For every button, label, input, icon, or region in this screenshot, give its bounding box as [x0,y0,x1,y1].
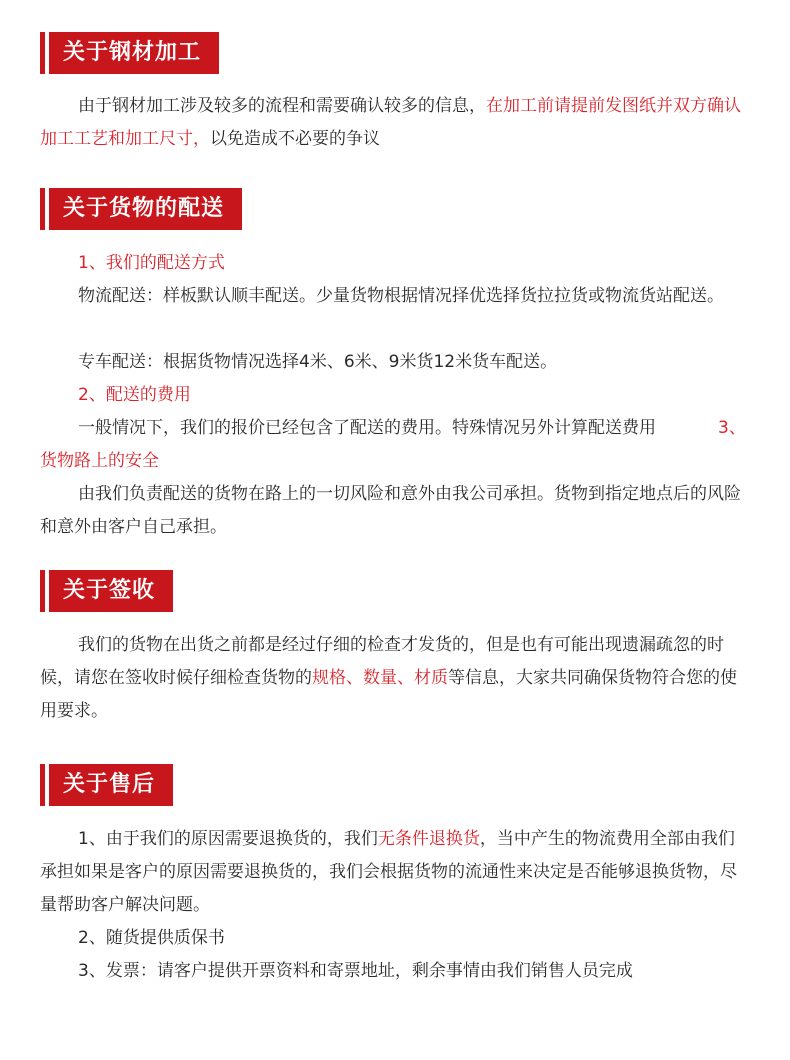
aftersale-item-3: 3、发票：请客户提供开票资料和寄票地址，剩余事情由我们销售人员完成 [78,961,633,981]
delivery-fee-text: 一般情况下，我们的报价已经包含了配送的费用。特殊情况另外计算配送费用 [78,418,656,438]
delivery-subheading-method: 1、我们的配送方式 [78,253,225,273]
processing-text-end: 以免造成不必要的争议 [210,129,380,149]
heading-label: 关于钢材加工 [49,32,219,74]
delivery-fee-paragraph [40,412,750,478]
heading-label: 关于签收 [49,570,173,612]
processing-paragraph [40,90,750,156]
delivery-subheading-safety: 3、货物路上的安全 [40,418,746,471]
delivery-subheading-fee: 2、配送的费用 [78,385,191,405]
processing-text: 由于钢材加工涉及较多的流程和需要确认较多的信息， [78,96,486,116]
section-heading-receipt [40,570,173,612]
section-heading-processing [40,32,219,74]
receipt-text: 我们的货物在出货之前都是经过仔细的检查才发货的，但是也有可能出现遗漏疏忽的时候，请您在签收时候仔细检查货物的 [40,635,724,688]
aftersale-item-1-text: 1、由于我们的原因需要退换货的，我们 [78,829,378,849]
heading-label: 关于售后 [49,764,173,806]
heading-label: 关于货物的配送 [49,188,242,230]
aftersale-highlight: 无条件退换货 [377,829,480,849]
aftersale-item-2: 2、随货提供质保书 [78,928,225,948]
receipt-paragraph [40,629,750,728]
delivery-logistics-paragraph: 物流配送：样板默认顺丰配送。少量货物根据情况择优选择货拉拉货或物流货站配送。 [78,286,724,306]
receipt-text-end: 等信息，大家共同确保货物符合您的使用要求。 [40,668,737,721]
section-heading-delivery [40,188,242,230]
receipt-highlight: 规格、数量、材质 [312,668,448,688]
delivery-truck-line: 专车配送：根据货物情况选择4米、6米、9米货12米货车配送。 [78,352,558,372]
section-heading-aftersale [40,764,173,806]
aftersale-item-1-text-end: ，当中产生的物流费用全部由我们承担如果是客户的原因需要退换货的，我们会根据货物的流通性来决定是否能够退换货物，尽量帮助客户解决问题。 [40,829,737,915]
processing-highlight: 在加工前请提前发图纸并双方确认加工工艺和加工尺寸， [40,96,741,149]
delivery-safety-paragraph: 由我们负责配送的货物在路上的一切风险和意外由我公司承担。货物到指定地点后的风险和意外由客户自己承担。 [40,484,741,537]
aftersale-item-1 [40,823,750,922]
